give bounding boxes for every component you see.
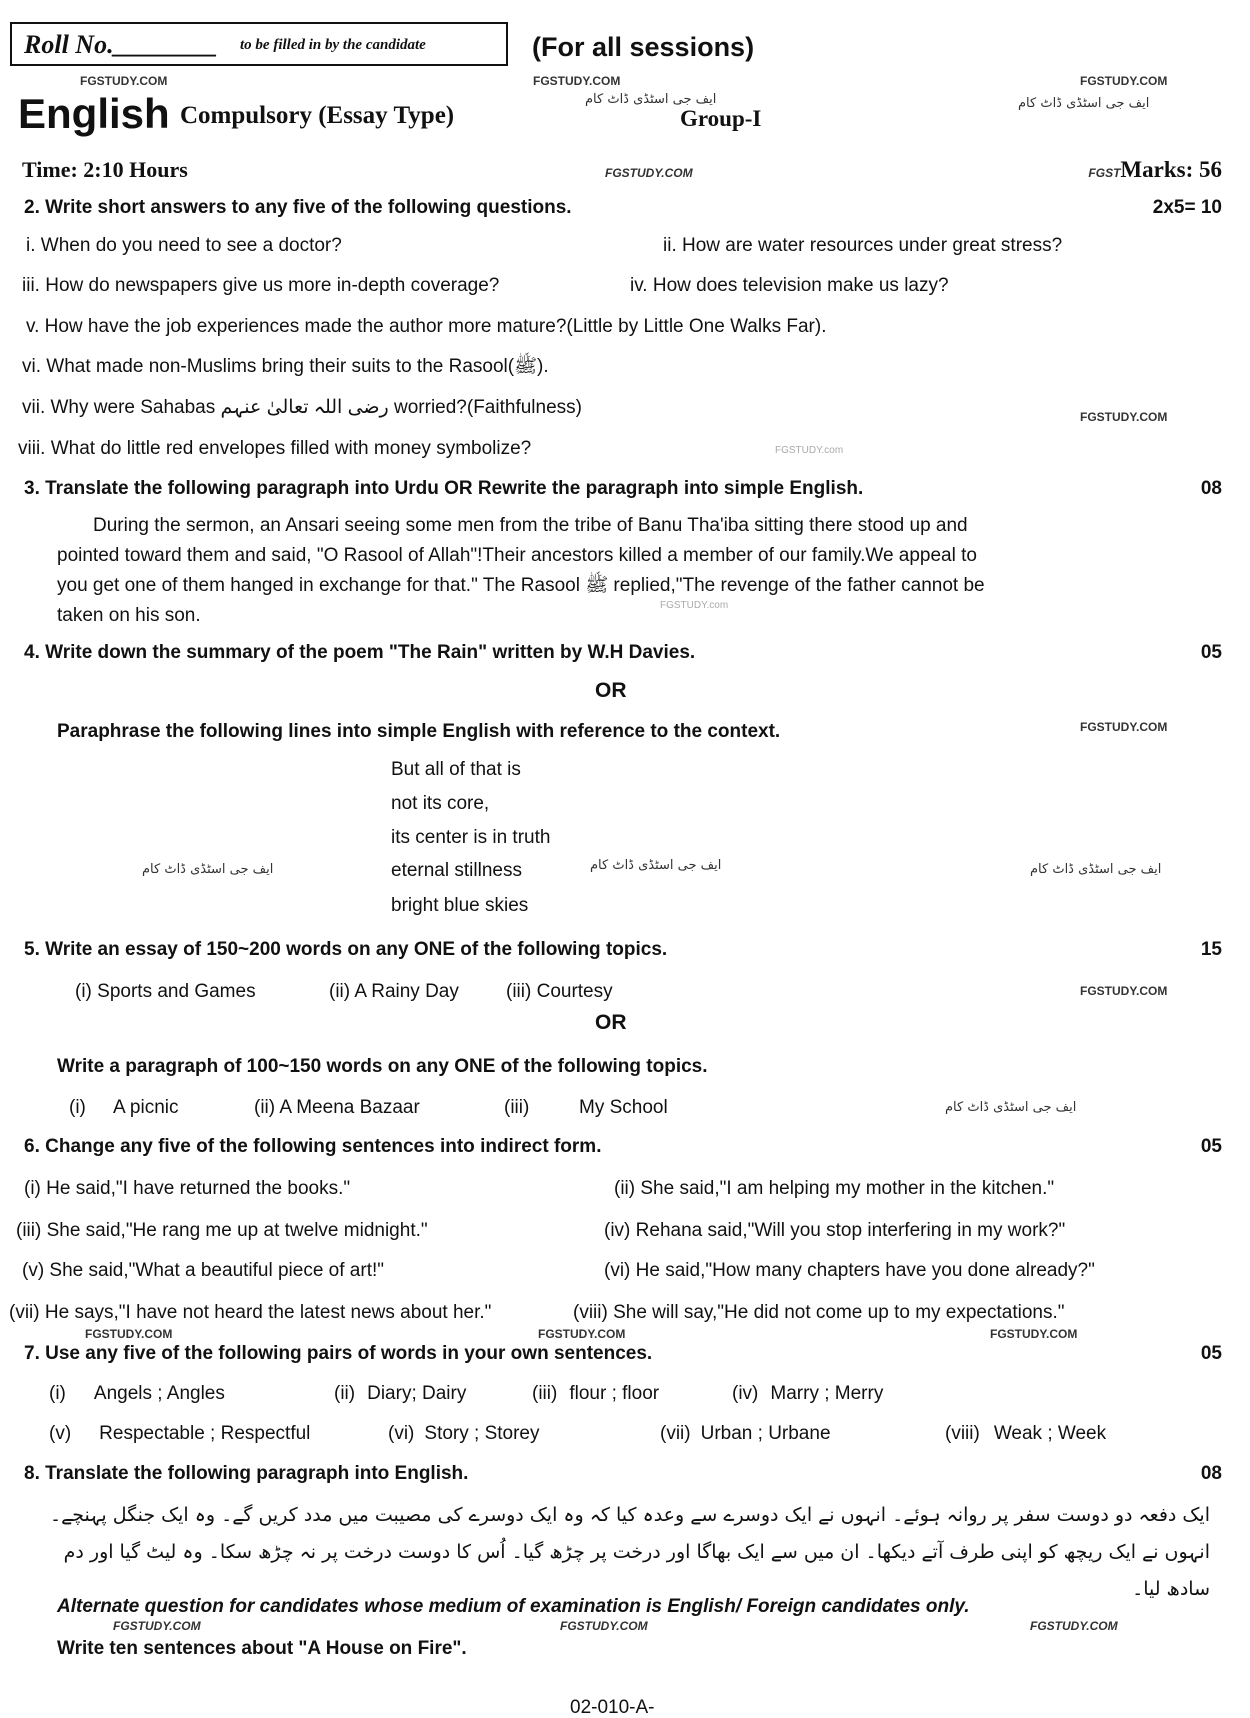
alternate-question: Alternate question for candidates whose medium of examination is English/ Foreign candidates only. [57, 1596, 970, 1617]
pair-number: (iv) [732, 1383, 759, 1404]
watermark: FGSTUDY.COM [560, 1619, 648, 1633]
sentence-item: (i) He said,"I have returned the books." [24, 1178, 351, 1199]
word-pair: Story ; Storey [424, 1423, 540, 1444]
paragraph-line: taken on his son. [57, 605, 201, 626]
question-item: vii. Why were Sahabas رضی اللہ تعالیٰ عنہم worried?(Faithfulness) [22, 397, 582, 418]
q4-heading-alt: Paraphrase the following lines into simple English with reference to the context. [57, 721, 781, 742]
question-item: ii. How are water resources under great stress? [663, 235, 1063, 256]
paragraph-line: you get one of them hanged in exchange for that." The Rasool ﷺ replied,"The revenge of the father cannot be [57, 575, 985, 596]
word-pair: Angels ; Angles [93, 1383, 225, 1404]
topic-item: (ii) A Meena Bazaar [254, 1097, 420, 1118]
watermark: FGSTUDY.com [775, 445, 844, 456]
watermark: FGSTUDY.COM [1080, 74, 1168, 88]
watermark: FGSTUDY.COM [80, 74, 168, 88]
sentence-item: (ii) She said,"I am helping my mother in the kitchen." [614, 1178, 1055, 1199]
poem-line: not its core, [391, 793, 490, 814]
q2-heading: 2. Write short answers to any five of the following questions. [24, 197, 572, 218]
pair-number: (v) [49, 1423, 72, 1444]
word-pair: Diary; Dairy [367, 1383, 467, 1404]
roll-note: to be filled in by the candidate [240, 37, 426, 53]
or-divider: OR [595, 1011, 627, 1034]
sessions-label: (For all sessions) [532, 32, 755, 62]
word-pair: Respectable ; Respectful [99, 1423, 311, 1444]
topic-item: (iii) [504, 1097, 530, 1118]
q8-heading: 8. Translate the following paragraph into English. [24, 1463, 469, 1484]
watermark: FGST [1088, 166, 1121, 180]
q8-marks: 08 [1200, 1463, 1222, 1484]
watermark-urdu: ایف جی اسٹڈی ڈاٹ کام [1030, 862, 1162, 877]
marks-label: Marks: 56 [1120, 157, 1222, 182]
question-item: vi. What made non-Muslims bring their suits to the Rasool(ﷺ). [22, 356, 549, 377]
roll-no-label: Roll No.________ [24, 30, 218, 59]
watermark: FGSTUDY.COM [1030, 1619, 1118, 1633]
watermark-urdu: ایف جی اسٹڈی ڈاٹ کام [590, 858, 722, 873]
time-label: Time: 2:10 Hours [22, 157, 188, 182]
poem-line: bright blue skies [391, 895, 529, 916]
watermark: FGSTUDY.COM [990, 1327, 1078, 1341]
q4-heading: 4. Write down the summary of the poem "The Rain" written by W.H Davies. [24, 642, 696, 663]
sentence-item: (viii) She will say,"He did not come up to my expectations." [573, 1302, 1065, 1323]
word-pair: flour ; floor [569, 1383, 660, 1404]
topic-item: A picnic [113, 1097, 179, 1118]
q5-heading-alt: Write a paragraph of 100~150 words on any ONE of the following topics. [57, 1056, 708, 1077]
q5-heading: 5. Write an essay of 150~200 words on any ONE of the following topics. [24, 939, 668, 960]
topic-item: (ii) A Rainy Day [329, 981, 459, 1002]
question-item: i. When do you need to see a doctor? [26, 235, 342, 256]
paragraph-line: During the sermon, an Ansari seeing some men from the tribe of Banu Tha'iba sitting there stood up and [93, 515, 968, 536]
pair-number: (iii) [532, 1383, 558, 1404]
q6-marks: 05 [1200, 1136, 1222, 1157]
q7-heading: 7. Use any five of the following pairs of words in your own sentences. [24, 1343, 653, 1364]
watermark: FGSTUDY.COM [85, 1327, 173, 1341]
watermark-urdu: ایف جی اسٹڈی ڈاٹ کام [945, 1100, 1077, 1115]
subject-subtitle: Compulsory (Essay Type) [180, 102, 455, 129]
topic-item: My School [579, 1097, 668, 1118]
poem-line: eternal stillness [391, 860, 522, 881]
watermark-urdu: ایف جی اسٹڈی ڈاٹ کام [1018, 96, 1150, 111]
q7-marks: 05 [1200, 1343, 1222, 1364]
paragraph-line: pointed toward them and said, "O Rasool of Allah"!Their ancestors killed a member of our family.We appeal to [57, 545, 977, 566]
urdu-paragraph: ایک دفعہ دو دوست سفر پر روانہ ہوئے۔ انہوں نے ایک دوسرے سے وعدہ کیا کہ وہ ایک دوسرے کی مصیبت میں مدد کریں گے۔ وہ ایک جنگل پہنچے۔ انہوں نے ایک ریچھ کو اپنی طرف آتے دیکھا۔ ان میں سے ایک بھاگا اور درخت پر چڑھ گیا۔ اُس کا دوست درخت پر نہ چڑھ سکا۔ وہ لیٹ گیا اور دم سادھ لیا۔ [50, 1504, 1210, 1600]
group-label: Group-I [680, 106, 762, 131]
sentence-item: (iv) Rehana said,"Will you stop interfering in my work?" [604, 1220, 1066, 1241]
word-pair: Weak ; Week [993, 1423, 1107, 1444]
watermark: FGSTUDY.COM [533, 74, 621, 88]
watermark: FGSTUDY.com [660, 600, 729, 611]
word-pair: Urban ; Urbane [700, 1423, 831, 1444]
pair-number: (i) [49, 1383, 66, 1404]
topic-item: (iii) Courtesy [506, 981, 613, 1002]
subject-title: English [18, 90, 170, 137]
sentence-item: (iii) She said,"He rang me up at twelve midnight." [16, 1220, 428, 1241]
q3-heading: 3. Translate the following paragraph into Urdu OR Rewrite the paragraph into simple English. [24, 478, 864, 499]
topic-item: (i) Sports and Games [75, 981, 256, 1002]
watermark: FGSTUDY.COM [113, 1619, 201, 1633]
question-item: viii. What do little red envelopes filled with money symbolize? [18, 438, 532, 459]
q4-marks: 05 [1200, 642, 1222, 663]
word-pair: Marry ; Merry [770, 1383, 884, 1404]
q3-marks: 08 [1200, 478, 1222, 499]
watermark-urdu: ایف جی اسٹڈی ڈاٹ کام [585, 92, 717, 107]
roll-number-box [10, 22, 508, 66]
sentence-item: (vii) He says,"I have not heard the latest news about her." [9, 1302, 492, 1323]
poem-line: But all of that is [391, 759, 521, 780]
q6-heading: 6. Change any five of the following sentences into indirect form. [24, 1136, 602, 1157]
sentence-item: (vi) He said,"How many chapters have you done already?" [604, 1260, 1095, 1281]
pair-number: (vi) [388, 1423, 415, 1444]
paper-code: 02-010-A- [570, 1697, 655, 1718]
pair-number: (vii) [660, 1423, 691, 1444]
topic-item: (i) [69, 1097, 86, 1118]
pair-number: (viii) [945, 1423, 980, 1444]
or-divider: OR [595, 679, 627, 702]
sentence-item: (v) She said,"What a beautiful piece of art!" [22, 1260, 385, 1281]
watermark: FGSTUDY.COM [1080, 720, 1168, 734]
watermark: FGSTUDY.COM [1080, 984, 1168, 998]
question-item: iv. How does television make us lazy? [630, 275, 949, 296]
question-item: v. How have the job experiences made the author more mature?(Little by Little One Walks Far). [26, 316, 827, 337]
q2-marks: 2x5= 10 [1152, 197, 1222, 218]
q5-marks: 15 [1200, 939, 1222, 960]
watermark-urdu: ایف جی اسٹڈی ڈاٹ کام [142, 862, 274, 877]
watermark: FGSTUDY.COM [538, 1327, 626, 1341]
pair-number: (ii) [334, 1383, 356, 1404]
watermark: FGSTUDY.COM [1080, 410, 1168, 424]
poem-line: its center is in truth [391, 827, 551, 848]
alternate-task: Write ten sentences about "A House on Fire". [57, 1638, 467, 1659]
watermark: FGSTUDY.COM [605, 166, 693, 180]
question-item: iii. How do newspapers give us more in-depth coverage? [22, 275, 500, 296]
